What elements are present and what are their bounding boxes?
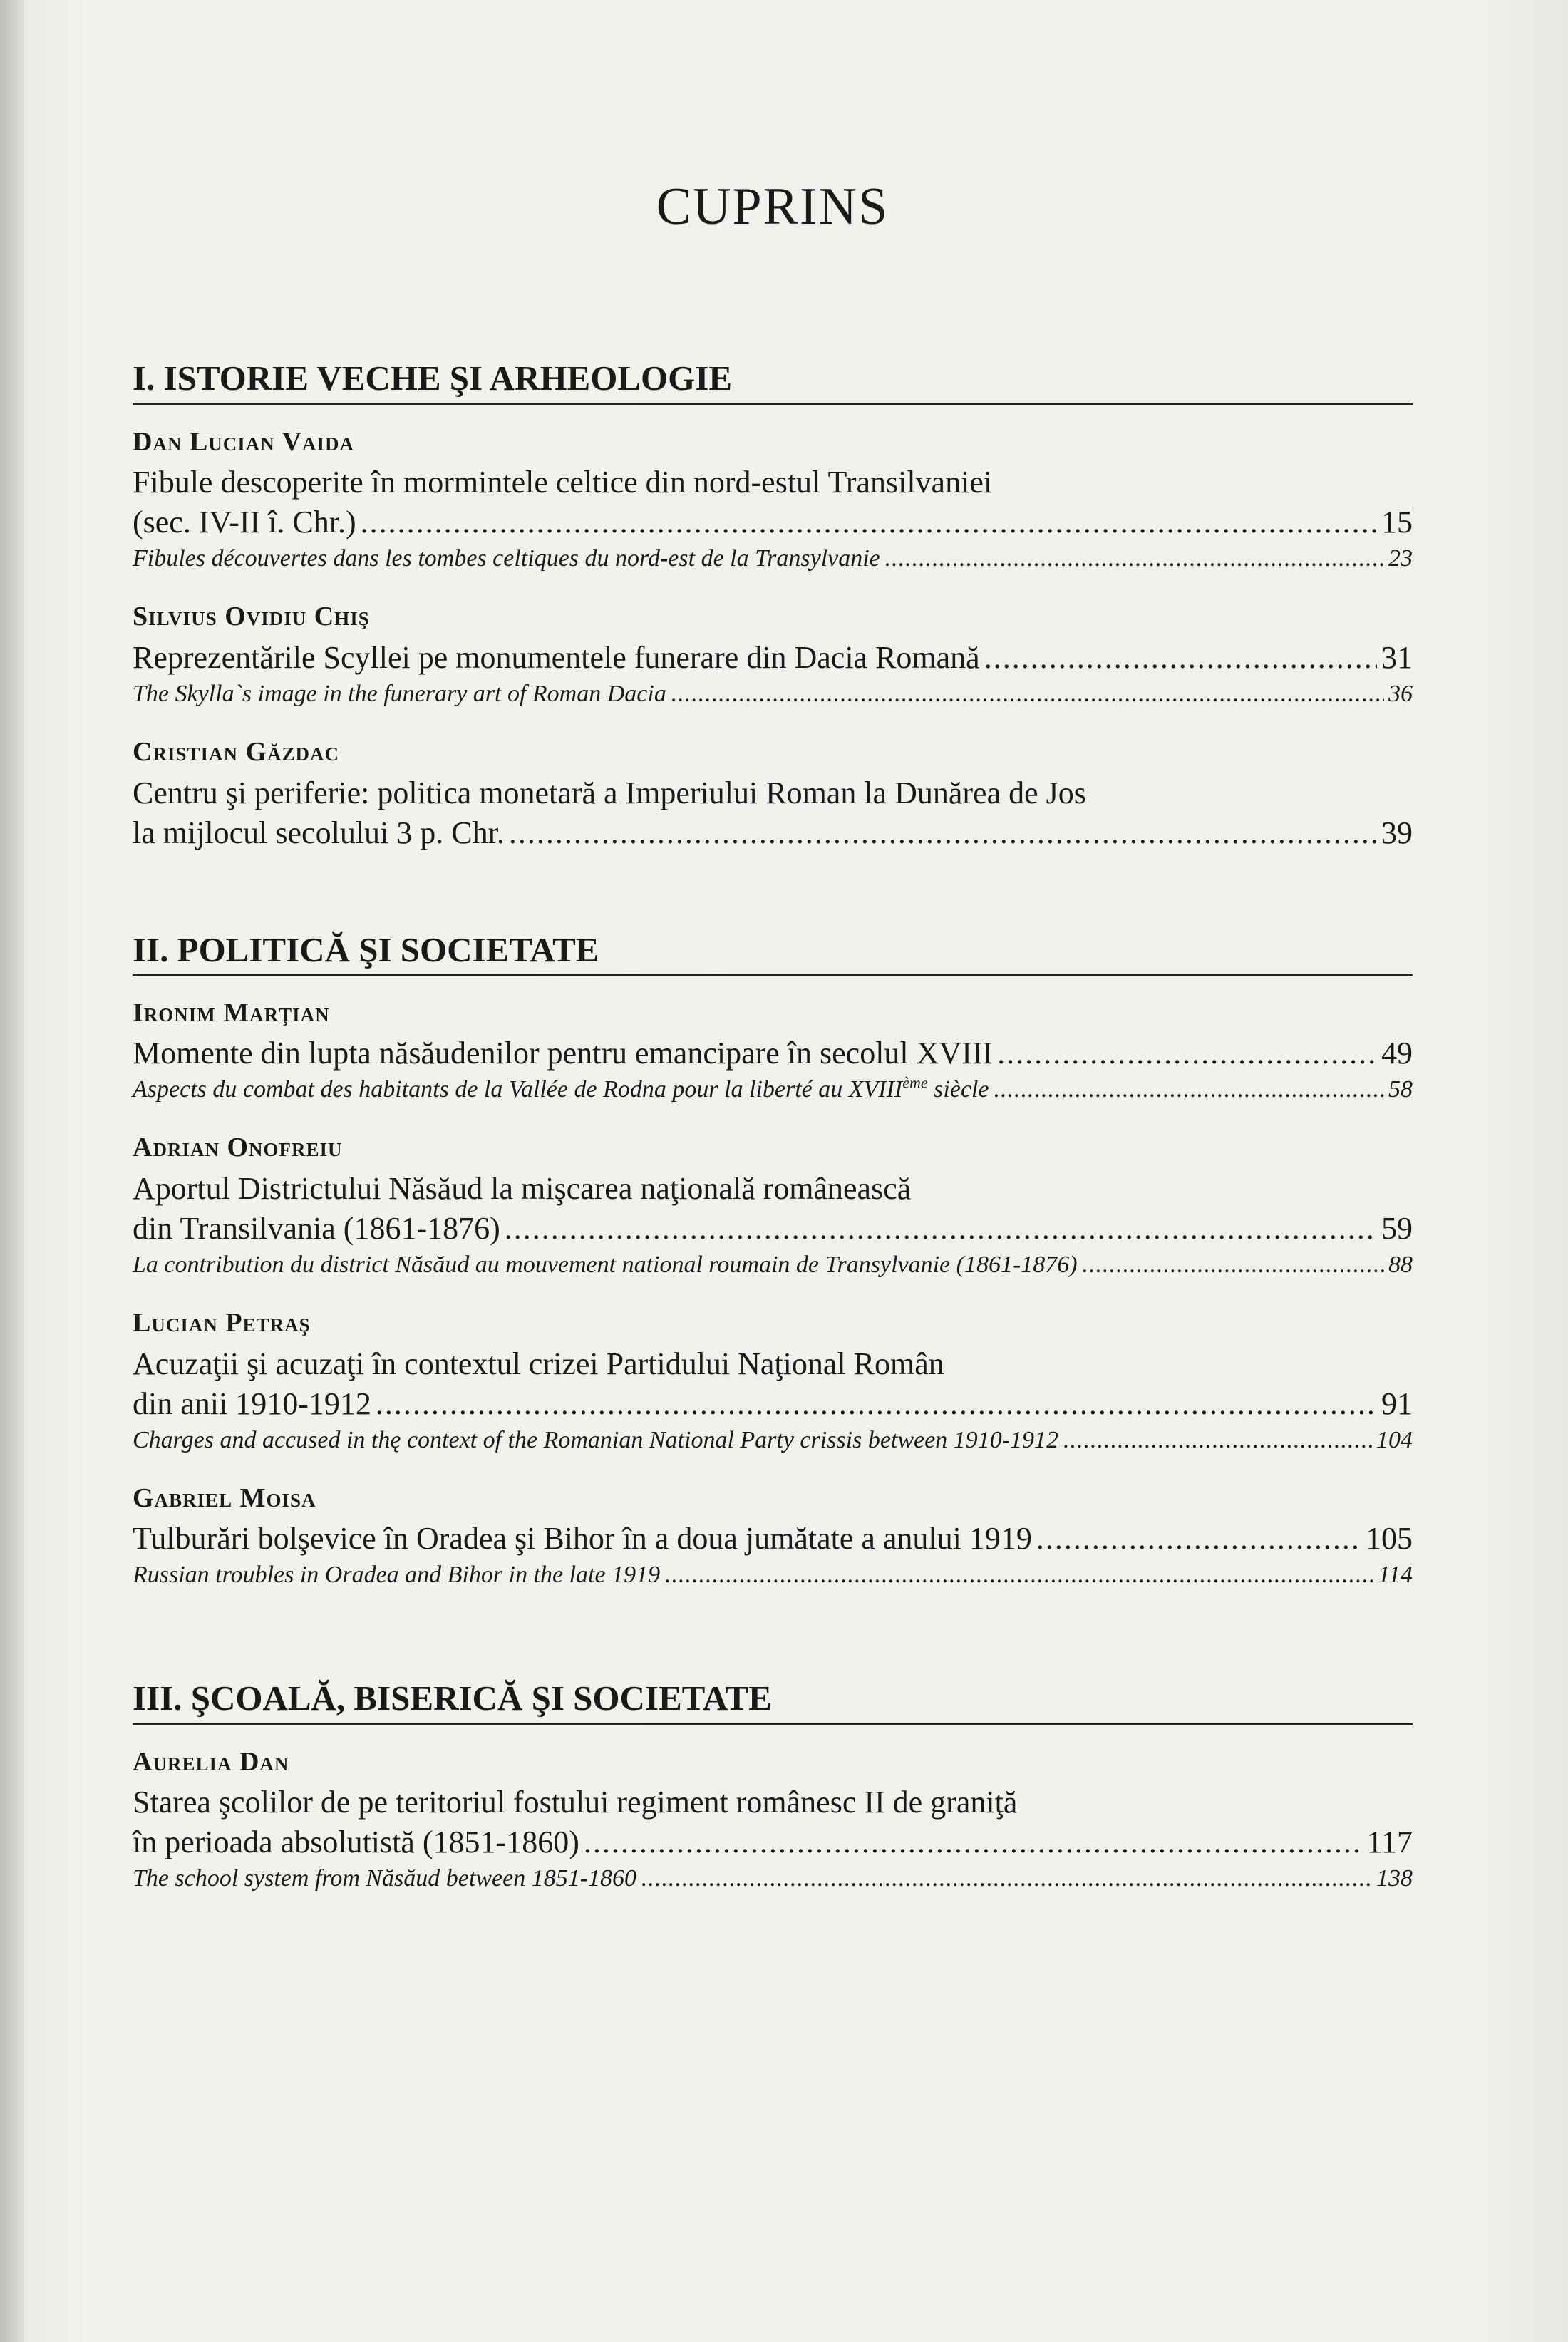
entry-title-last: în perioada absolutistă (1851-1860) [133,1825,579,1860]
toc-entry[interactable] [133,601,1413,711]
entry-title-line: Acuzaţii şi acuzaţi în contextul crizei Partidului Naţional Român [133,1346,944,1381]
book-spine-shadow [0,0,24,2342]
section-title: I. ISTORIE VECHE ŞI ARHEOLOGIE [133,358,1413,404]
entry-title-last: din Transilvania (1861-1876) [133,1211,500,1247]
entry-author: Ironim Marţian [133,997,330,1028]
entry-translation-row [133,678,1413,711]
dot-leader [376,1384,1377,1424]
toc-entry[interactable] [133,1132,1413,1281]
entry-author: Silvius Ovidiu Chiş [133,602,370,632]
entry-title-last: Tulburări bolşevice în Oradea şi Bihor în a doua jumătate a anului 1919 [133,1521,1032,1557]
entry-translation-page: 138 [1376,1865,1413,1892]
dot-leader [505,1209,1377,1249]
entry-title-line: Starea şcolilor de pe teritoriul fostului regiment românesc II de graniţă [133,1785,1018,1820]
entry-title-row [133,1033,1413,1073]
toc-entry[interactable] [133,736,1413,853]
entry-translation-row [133,1073,1413,1106]
entry-translation-page: 104 [1376,1426,1413,1453]
dot-leader [1082,1249,1384,1281]
entry-author: Dan Lucian Vaida [133,426,355,457]
entry-author: Aurelia Dan [133,1746,289,1777]
entry-translation-row [133,1862,1413,1895]
entry-translation-row [133,542,1413,575]
entry-translation-row [133,1559,1413,1592]
toc-entry[interactable] [133,426,1413,576]
entry-page-number: 49 [1381,1036,1413,1071]
entry-translation: The school system from Năsăud between 1851-1860 [133,1865,637,1892]
dot-leader [984,638,1377,678]
entry-translation-page: 58 [1388,1076,1413,1103]
entry-translation-row [133,1249,1413,1281]
entry-title-row [133,813,1413,853]
dot-leader [671,678,1384,711]
dot-leader [1036,1519,1361,1559]
table-of-contents [133,178,1413,1895]
toc-entry[interactable] [133,997,1413,1107]
section-politica-societate [133,930,1413,1592]
entry-title-last: la mijlocul secolului 3 p. Chr. [133,815,505,850]
dot-leader [361,502,1377,542]
entry-translation: Charges and accused in thę context of the Romanian National Party crissis between 1910-1912 [133,1426,1059,1453]
entry-translation-page: 114 [1378,1562,1413,1589]
entry-title-row [133,638,1413,678]
dot-leader [997,1033,1377,1073]
entry-title-row [133,502,1413,542]
entry-page-number: 31 [1381,639,1413,675]
section-title: III. ŞCOALĂ, BISERICĂ ŞI SOCIETATE [133,1678,1413,1724]
entry-title-row [133,1384,1413,1424]
entry-page-number: 15 [1381,505,1413,540]
entry-translation [133,1073,989,1106]
entry-translation-page: 88 [1388,1252,1413,1279]
entry-page-number: 117 [1366,1825,1413,1860]
page-title: CUPRINS [656,177,889,236]
entry-translation-tail: siècle [927,1076,989,1103]
entry-title-last: Reprezentările Scyllei pe monumentele funerare din Dacia Romană [133,639,980,675]
entry-title-row [133,1519,1413,1559]
entry-author: Gabriel Moisa [133,1482,316,1513]
entry-title-row [133,1209,1413,1249]
entry-translation-page: 36 [1388,680,1413,707]
dot-leader [994,1073,1384,1106]
section-scoala-biserica [133,1678,1413,1895]
entry-title-last: (sec. IV-II î. Chr.) [133,505,356,540]
entry-translation-page: 23 [1388,545,1413,572]
entry-title-line: Fibule descoperite în mormintele celtice din nord-estul Transilvaniei [133,465,993,500]
dot-leader [641,1862,1372,1895]
entry-translation: Fibules découvertes dans les tombes celtiques du nord-est de la Transylvanie [133,545,880,572]
toc-entry[interactable] [133,1482,1413,1592]
dot-leader [584,1822,1363,1862]
entry-author: Adrian Onofreiu [133,1133,343,1163]
entry-title-last: Momente din lupta năsăudenilor pentru emancipare în secolul XVIII [133,1036,994,1071]
entry-translation: La contribution du district Năsăud au mouvement national roumain de Transylvanie (1861-1876) [133,1252,1078,1279]
dot-leader [884,542,1384,575]
entry-page-number: 59 [1381,1211,1413,1247]
entry-author: Cristian Găzdac [133,736,340,767]
entry-translation: The Skylla`s image in the funerary art of Roman Dacia [133,680,666,707]
section-title: II. POLITICĂ ŞI SOCIETATE [133,930,1413,976]
entry-title-line: Aportul Districtului Năsăud la mişcarea naţională românească [133,1171,912,1207]
dot-leader [1063,1424,1372,1457]
dot-leader [664,1559,1373,1592]
dot-leader [509,813,1377,853]
entry-page-number: 39 [1381,815,1413,850]
entry-translation: Russian troubles in Oradea and Bihor in the late 1919 [133,1562,661,1589]
entry-page-number: 105 [1366,1521,1413,1557]
section-istorie-veche [133,358,1413,852]
toc-entry[interactable] [133,1746,1413,1896]
entry-page-number: 91 [1381,1386,1413,1421]
entry-title-last: din anii 1910-1912 [133,1386,371,1421]
toc-entry[interactable] [133,1307,1413,1457]
entry-translation-row [133,1424,1413,1457]
entry-title-row [133,1822,1413,1862]
superscript: ème [902,1074,928,1093]
entry-author: Lucian Petraş [133,1308,311,1338]
entry-translation-text: Aspects du combat des habitants de la Vallée de Rodna pour la liberté au XVIII [133,1076,903,1103]
entry-title-line: Centru şi periferie: politica monetară a Imperiului Roman la Dunărea de Jos [133,775,1086,810]
